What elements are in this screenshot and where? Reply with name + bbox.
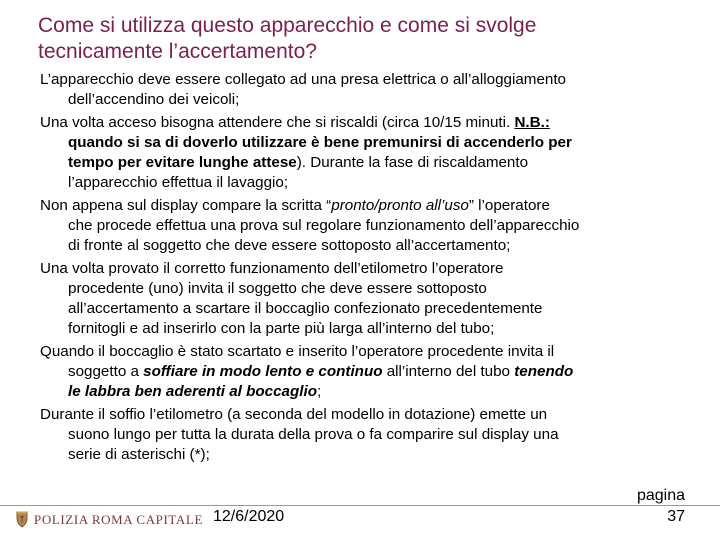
text-line: Durante il soffio l’etilometro (a seconda del modello in dotazione) emette un [40, 405, 548, 423]
text-line: quando si sa di doverlo utilizzare è bene premunirsi di accenderlo per [68, 133, 572, 151]
text-span: ). Durante la fase di riscaldamento [296, 154, 529, 172]
bold-italic-span: tenendo [514, 363, 574, 381]
page-number: 37 [667, 508, 685, 525]
paragraph-1 [40, 70, 705, 110]
footer-divider [0, 505, 720, 506]
text-line: procedente (uno) invita il soggetto che deve essere sottoposto [68, 279, 487, 297]
text-span: all’interno del tubo [382, 363, 515, 381]
text-line: di fronte al soggetto che deve essere sottoposto all’accertamento; [68, 237, 511, 255]
text-span: Non appena sul display compare la scritta “ [40, 196, 332, 214]
text-line: L’apparecchio deve essere collegato ad una presa elettrica o all’alloggiamento [40, 71, 566, 88]
text-line: l’apparecchio effettua il lavaggio; [68, 174, 289, 192]
text-line: Quando il boccaglio è stato scartato e inserito l’operatore procedente invita il [40, 342, 555, 360]
text-line: dell’accendino dei veicoli; [68, 91, 240, 109]
slide-title [38, 13, 698, 65]
paragraph-4 [40, 259, 705, 340]
text-line: fornitogli e ad inserirlo con la parte più larga all’interno del tubo; [68, 320, 495, 338]
bold-italic-span: le labbra ben aderenti al boccaglio [68, 383, 317, 401]
text-span: ” l’operatore [468, 196, 550, 214]
text-line: serie di asterischi (*); [68, 446, 210, 464]
text-line [40, 382, 705, 402]
text-line [40, 196, 705, 216]
text-line: all’accertamento a scartare il boccaglio confezionato precedentemente [68, 300, 543, 318]
paragraph-3 [40, 196, 705, 257]
coat-of-arms-icon [14, 511, 30, 529]
footer-date: 12/6/2020 [213, 508, 285, 525]
text-line [40, 362, 705, 382]
title-line-1: Come si utilizza questo apparecchio e come si svolge [38, 14, 537, 37]
title-line-2: tecnicamente l’accertamento? [38, 40, 317, 63]
footer-logo [14, 511, 203, 529]
text-line [40, 113, 705, 133]
text-span: soggetto a [68, 363, 144, 381]
page-label: pagina [636, 487, 685, 504]
paragraph-2 [40, 113, 705, 194]
bold-span: tempo per evitare lunghe attese [68, 154, 297, 172]
nb-label: N.B.: [514, 113, 550, 131]
text-line [40, 153, 705, 173]
slide-body [40, 70, 705, 468]
text-line: suono lungo per tutta la durata della prova o fa comparire sul display una [68, 425, 559, 443]
paragraph-6 [40, 405, 705, 466]
text-span: ; [316, 383, 322, 401]
italic-span: pronto/pronto all’uso [331, 196, 469, 214]
logo-text: POLIZIA ROMA CAPITALE [34, 512, 204, 527]
bold-italic-span: soffiare in modo lento e continuo [143, 363, 383, 381]
text-span: Una volta acceso bisogna attendere che si riscaldi (circa 10/15 minuti. [40, 113, 515, 131]
paragraph-5 [40, 342, 705, 403]
text-line: che procede effettua una prova sul regolare funzionamento dell’apparecchio [68, 217, 580, 235]
text-line: Una volta provato il corretto funzionamento dell’etilometro l’operatore [40, 259, 504, 277]
